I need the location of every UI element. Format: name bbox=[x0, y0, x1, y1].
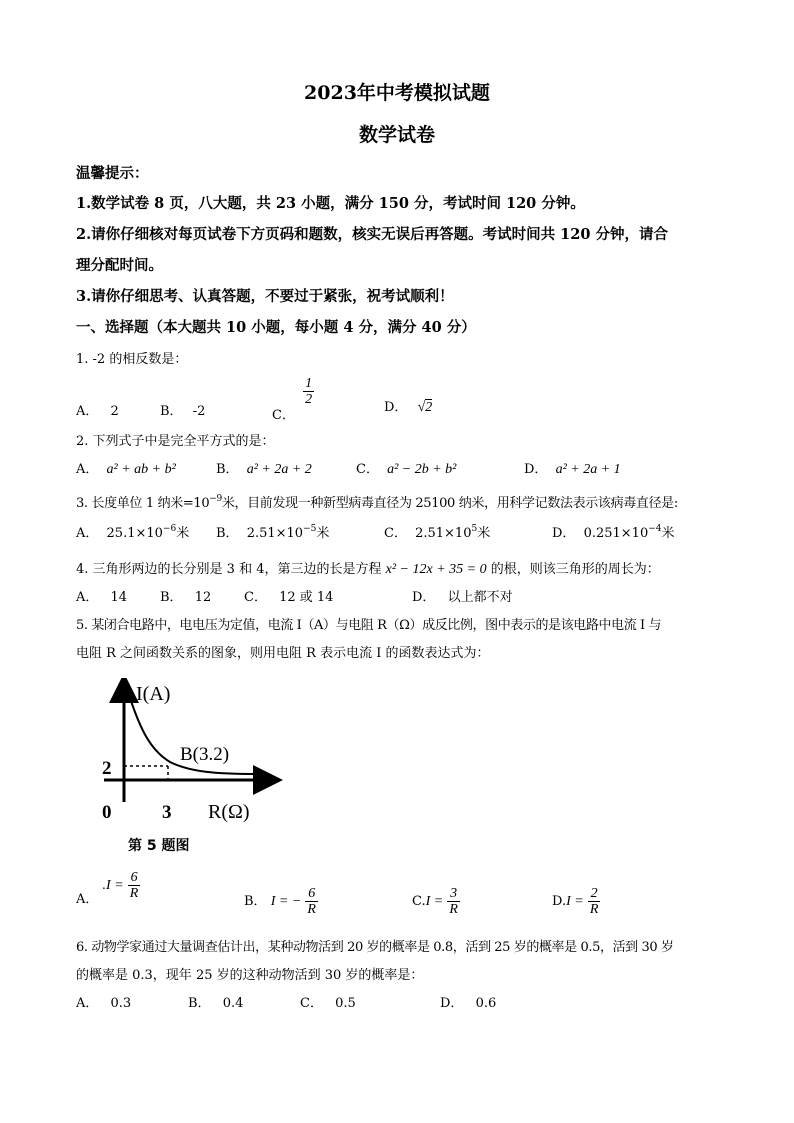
option-base: 2.51×10 bbox=[246, 526, 304, 541]
fraction-denominator: 2 bbox=[305, 392, 313, 407]
option-label: D． bbox=[440, 996, 464, 1011]
option-value: 14 bbox=[110, 590, 128, 605]
sqrt-symbol: √2 bbox=[417, 400, 433, 415]
option-value: 0.3 bbox=[110, 996, 132, 1011]
option-value: 2 bbox=[110, 404, 119, 419]
q3-option-d bbox=[552, 522, 675, 541]
option-base: 25.1×10 bbox=[106, 526, 163, 541]
option-label: B． bbox=[160, 404, 183, 419]
option-prefix: I = bbox=[425, 894, 444, 909]
q4-option-d bbox=[412, 586, 513, 605]
q3-option-c bbox=[384, 522, 490, 541]
x-axis-label: R(Ω) bbox=[208, 801, 250, 823]
question-5-stem-line-1: 5. 某闭合电路中，电电压为定值，电流 I（A）与电阻 R（Ω）成反比例，图中表示的是该电路中电流 I 与 bbox=[76, 618, 662, 633]
option-label: C． bbox=[356, 462, 379, 477]
option-label: B． bbox=[216, 462, 239, 477]
q5-option-b bbox=[244, 886, 318, 917]
option-prefix: I = − bbox=[270, 894, 302, 909]
option-label: D． bbox=[412, 590, 436, 605]
q2-option-c bbox=[356, 458, 456, 478]
q5-option-c bbox=[412, 886, 460, 917]
q6-option-b bbox=[188, 992, 243, 1011]
option-fraction bbox=[447, 886, 460, 917]
fraction-numerator: 1 bbox=[305, 376, 313, 391]
stem-text: 3. 长度单位 1 纳米=10 bbox=[76, 496, 210, 511]
option-label: D. bbox=[552, 894, 567, 909]
radicand: 2 bbox=[425, 400, 433, 415]
unit: 米 bbox=[661, 526, 675, 541]
origin-label: 0 bbox=[102, 802, 112, 823]
stem-text: 米，目前发现一种新型病毒直径为 25100 纳米，用科学记数法表示该病毒直径是: bbox=[221, 496, 678, 511]
option-expression: a² + 2a + 1 bbox=[555, 462, 621, 477]
option-label: B． bbox=[188, 996, 211, 1011]
exponent: 5 bbox=[471, 524, 478, 534]
graph-caption: 第 5 题图 bbox=[128, 838, 190, 854]
q1-option-b bbox=[160, 400, 205, 419]
question-1-stem: 1. -2 的相反数是： bbox=[76, 352, 188, 367]
option-label: A． bbox=[76, 590, 99, 605]
fraction-numerator: 6 bbox=[308, 886, 316, 901]
q4-option-a bbox=[76, 586, 127, 605]
stem-text: 4. 三角形两边的长分别是 3 和 4，第三边的长是方程 bbox=[76, 562, 382, 577]
option-fraction bbox=[303, 376, 314, 407]
unit: 米 bbox=[477, 526, 491, 541]
q2-option-b bbox=[216, 458, 312, 478]
notice-heading: 温馨提示： bbox=[76, 165, 149, 182]
notice-line-1: 1.数学试卷 8 页，八大题，共 23 小题，满分 150 分，考试时间 120 分钟。 bbox=[76, 195, 585, 212]
q3-option-b bbox=[216, 522, 329, 541]
option-label: A． bbox=[76, 462, 99, 477]
fraction-numerator: 3 bbox=[450, 886, 458, 901]
q1-option-d bbox=[384, 396, 432, 416]
q5-option-a bbox=[76, 870, 140, 907]
unit: 米 bbox=[176, 526, 190, 541]
notice-line-2a: 2.请你仔细核对每页试卷下方页码和题数，核实无误后再答题。考试时间共 120 分钟，请合 bbox=[76, 226, 668, 243]
option-base: 0.251×10 bbox=[583, 526, 649, 541]
option-fraction bbox=[128, 870, 141, 901]
option-label: C. bbox=[412, 894, 426, 909]
q5-option-d bbox=[552, 886, 600, 917]
option-label: C． bbox=[244, 590, 267, 605]
option-label: C． bbox=[272, 408, 295, 423]
x-tick-label: 3 bbox=[162, 802, 172, 823]
question-6-stem-line-1: 6. 动物学家通过大量调查估计出，某种动物活到 20 岁的概率是 0.8，活到 25 岁的概率是 0.5，活到 30 岁 bbox=[76, 940, 674, 955]
q3-option-a bbox=[76, 522, 189, 541]
unit: 米 bbox=[316, 526, 330, 541]
y-axis-label: I(A) bbox=[136, 683, 171, 705]
option-value: 0.5 bbox=[335, 996, 356, 1011]
option-label: A． bbox=[76, 996, 99, 1011]
page-title: 2023年中考模拟试题 bbox=[304, 82, 490, 104]
option-value: 12 bbox=[194, 590, 212, 605]
exponent: −9 bbox=[209, 494, 222, 504]
option-label: C． bbox=[300, 996, 323, 1011]
q6-option-a bbox=[76, 992, 131, 1011]
question-3-stem bbox=[76, 492, 678, 511]
q4-option-b bbox=[160, 586, 211, 605]
option-fraction bbox=[305, 886, 318, 917]
option-value: 12 或 14 bbox=[279, 590, 334, 605]
option-label: A． bbox=[76, 404, 99, 419]
option-prefix: I = bbox=[566, 894, 584, 909]
q4-option-c bbox=[244, 586, 333, 605]
option-expression: a² − 2b + b² bbox=[387, 462, 457, 477]
fraction-denominator: R bbox=[129, 886, 139, 901]
fraction-denominator: R bbox=[589, 902, 599, 917]
stem-text: 的根，则该三角形的周长为： bbox=[490, 562, 660, 577]
fraction-numerator: 6 bbox=[130, 870, 138, 885]
q5-function-graph bbox=[96, 678, 286, 854]
question-5-stem-line-2: 电阻 R 之间函数关系的图象，则用电阻 R 表示电流 I 的函数表达式为： bbox=[76, 646, 490, 661]
exponent: −6 bbox=[162, 524, 177, 534]
option-expression: a² + ab + b² bbox=[106, 462, 176, 477]
option-expression: a² + 2a + 2 bbox=[246, 462, 312, 477]
option-base: 2.51×10 bbox=[415, 526, 472, 541]
fraction-denominator: R bbox=[307, 902, 316, 917]
option-label: D． bbox=[524, 462, 548, 477]
fraction-numerator: 2 bbox=[590, 886, 598, 901]
question-4-stem bbox=[76, 558, 660, 578]
notice-line-3: 3.请你仔细思考、认真答题，不要过于紧张，祝考试顺利！ bbox=[76, 288, 454, 305]
option-prefix: .I = bbox=[102, 878, 124, 893]
y-tick-label: 2 bbox=[102, 758, 112, 779]
q1-option-c bbox=[272, 376, 314, 423]
option-label: B． bbox=[244, 894, 267, 909]
equation: x² − 12x + 35 = 0 bbox=[385, 562, 487, 577]
option-fraction bbox=[588, 886, 601, 917]
q2-option-d bbox=[524, 458, 621, 478]
question-6-stem-line-2: 的概率是 0.3，现年 25 岁的这种动物活到 30 岁的概率是： bbox=[76, 968, 424, 983]
point-b-label: B(3.2) bbox=[180, 744, 230, 765]
exponent: −4 bbox=[648, 524, 662, 534]
option-label: B． bbox=[160, 590, 183, 605]
exponent: −5 bbox=[303, 524, 317, 534]
option-label: A． bbox=[76, 526, 99, 541]
option-label: A． bbox=[76, 892, 99, 907]
question-2-stem: 2. 下列式子中是完全平方式的是： bbox=[76, 434, 275, 449]
q1-option-a bbox=[76, 400, 119, 419]
section-heading: 一、选择题（本大题共 10 小题，每小题 4 分，满分 40 分） bbox=[76, 319, 476, 336]
option-label: D． bbox=[384, 400, 408, 415]
option-value: 0.4 bbox=[222, 996, 244, 1011]
q6-option-d bbox=[440, 992, 496, 1011]
fraction-denominator: R bbox=[449, 902, 458, 917]
notice-line-2b: 理分配时间。 bbox=[76, 257, 163, 274]
option-value: 以上都不对 bbox=[447, 590, 513, 605]
option-label: D． bbox=[552, 526, 576, 541]
option-label: C． bbox=[384, 526, 407, 541]
q6-option-c bbox=[300, 992, 356, 1011]
option-value: -2 bbox=[192, 404, 206, 419]
page-subtitle: 数学试卷 bbox=[358, 124, 435, 146]
option-value: 0.6 bbox=[475, 996, 497, 1011]
option-label: B． bbox=[216, 526, 239, 541]
q2-option-a bbox=[76, 458, 176, 478]
